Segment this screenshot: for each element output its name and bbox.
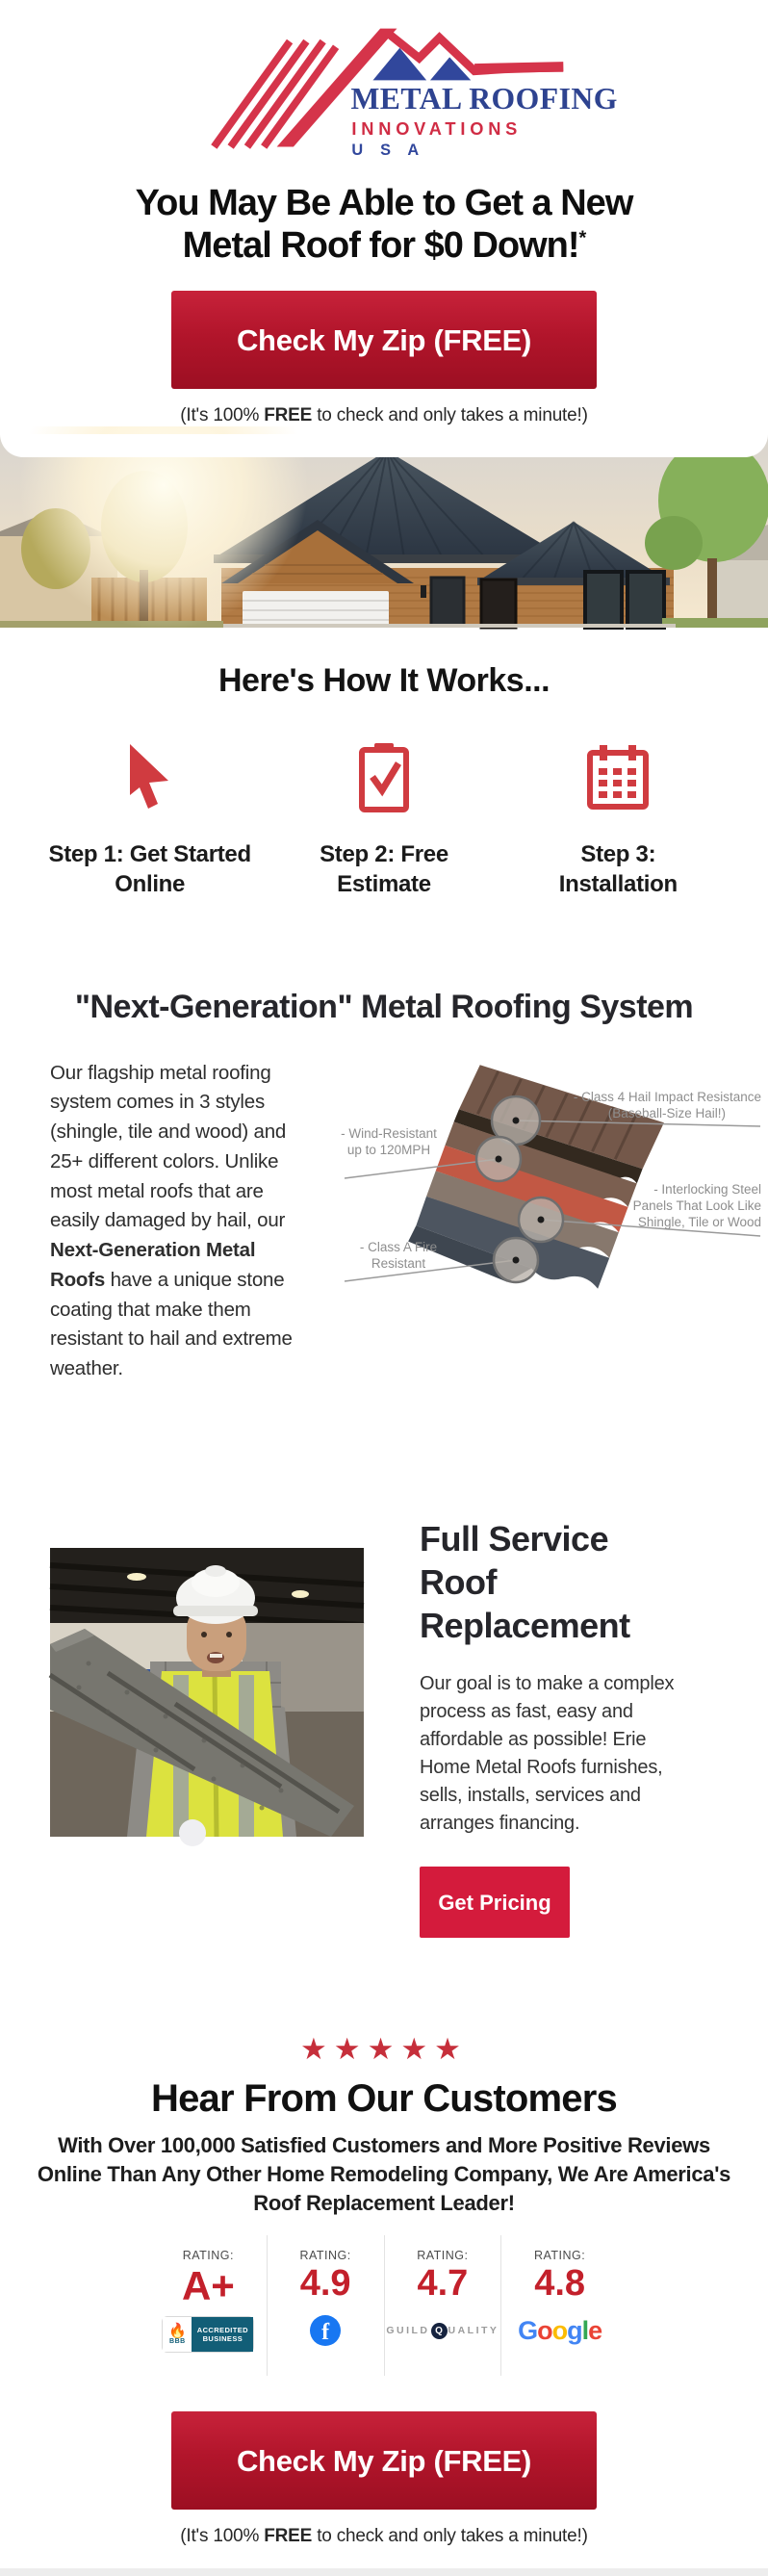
callout-fire-line2: Resistant — [371, 1255, 426, 1271]
headline-line1: You May Be Able to Get a New — [135, 183, 633, 223]
bbb-text: BBB — [169, 2338, 186, 2346]
hero-house-photo — [0, 435, 768, 628]
next-generation-section — [0, 989, 768, 1384]
footer-cta-section — [0, 2387, 768, 2547]
footer-subtext-pre: (It's 100% — [180, 2526, 265, 2547]
rating-label: RATING: — [533, 2249, 586, 2263]
facebook-rating-value: 4.9 — [299, 2263, 351, 2305]
google-letter: l — [581, 2315, 589, 2345]
steps-row — [33, 738, 735, 899]
google-letter: o — [551, 2315, 568, 2345]
step-3-line2: Installation — [558, 871, 678, 898]
customers-subtitle-line2: Online Than Any Other Home Remodeling Company, We Are America's — [37, 2161, 731, 2186]
paragraph-bold: Next-Generation Metal Roofs — [50, 1239, 256, 1291]
rounded-corner-cap — [0, 434, 768, 457]
ratings-row — [150, 2235, 618, 2376]
headline-asterisk: * — [578, 227, 586, 249]
cursor-icon — [33, 738, 267, 815]
step-1 — [33, 738, 267, 899]
rating-guildquality — [384, 2235, 501, 2376]
footer-cta-subtext — [0, 2526, 768, 2547]
cta-subtext-free: FREE — [264, 405, 313, 426]
full-service-paragraph: Our goal is to make a complex process as fast, easy and affordable as possible! Erie Home Metal Roofs furnishes, sells, installs, services and arranges financing. — [420, 1672, 675, 1834]
rating-bbb — [150, 2235, 267, 2376]
page-title — [0, 182, 768, 267]
next-generation-paragraph — [50, 1059, 306, 1384]
how-it-works-title: Here's How It Works... — [218, 662, 550, 700]
step-1-line2: Online — [115, 871, 186, 898]
facebook-f: f — [321, 2320, 330, 2346]
paragraph-post: have a unique stone coating that make them resistant to hail and extreme weather. — [50, 1268, 293, 1380]
full-service-title-line2: Replacement — [420, 1605, 630, 1645]
rating-label: RATING: — [299, 2249, 351, 2263]
clipboard-check-icon — [267, 738, 500, 815]
metal-roofing-innovations-logo — [190, 19, 618, 160]
bbb-torch-icon: 🔥 — [168, 2323, 187, 2340]
full-service-text-column — [420, 1517, 685, 1938]
check-my-zip-button[interactable]: Check My Zip (FREE) — [171, 291, 597, 389]
logo-text-innovations: INNOVATIONS — [351, 118, 523, 139]
rating-facebook — [267, 2235, 384, 2376]
bbb-accredited-text: ACCREDITED — [196, 2325, 248, 2334]
callout-fire-line1: - Class A Fire — [359, 1239, 438, 1254]
guild-text-post: UALITY — [448, 2325, 499, 2337]
check-my-zip-button-bottom[interactable]: Check My Zip (FREE) — [171, 2411, 597, 2510]
logo-text-metal-roofing: METAL ROOFING — [350, 82, 618, 116]
customers-subtitle-line1: With Over 100,000 Satisfied Customers and More Positive Reviews — [58, 2132, 710, 2157]
facebook-icon — [268, 2312, 384, 2349]
step-2 — [267, 738, 500, 899]
bbb-rating-value: A+ — [181, 2263, 235, 2309]
customers-section — [0, 2031, 768, 2376]
callout-panels-line3: Shingle, Tile or Wood — [637, 1214, 761, 1229]
guildquality-rating-value: 4.7 — [417, 2263, 469, 2305]
next-generation-title: "Next-Generation" Metal Roofing System — [74, 988, 694, 1025]
rating-label: RATING: — [417, 2249, 469, 2263]
guildquality-logo — [385, 2312, 501, 2349]
step-3-line1: Step 3: — [580, 841, 656, 868]
calendar-icon — [501, 738, 735, 815]
callout-panels-line1: - Interlocking Steel — [653, 1181, 761, 1197]
callout-wind-line2: up to 120MPH — [346, 1142, 431, 1157]
step-3-label — [501, 839, 735, 899]
footer-subtext-post: to check and only takes a minute!) — [312, 2526, 588, 2547]
callout-hail-line1: - Class 4 Hail Impact Resistance — [573, 1089, 761, 1104]
how-it-works-section — [0, 662, 768, 899]
google-logo — [501, 2312, 618, 2349]
step-2-line1: Step 2: Free — [320, 841, 448, 868]
five-star-icons: ★★★★★ — [300, 2031, 468, 2066]
cta-subtext-post: to check and only takes a minute!) — [312, 405, 588, 426]
rating-label: RATING: — [182, 2249, 235, 2263]
step-1-line1: Step 1: Get Started — [48, 841, 251, 868]
step-2-label — [267, 839, 500, 899]
step-2-line2: Estimate — [337, 871, 431, 898]
google-letter: o — [537, 2315, 552, 2345]
google-letter: G — [518, 2315, 538, 2345]
get-pricing-button[interactable]: Get Pricing — [420, 1867, 570, 1938]
full-service-section — [0, 1517, 768, 1938]
guildquality-q-icon: Q — [431, 2323, 448, 2339]
bottom-strip — [0, 2568, 768, 2576]
customers-subtitle-line3: Roof Replacement Leader! — [253, 2191, 515, 2216]
callout-wind-line1: - Wind-Resistant — [341, 1125, 437, 1141]
rating-google — [500, 2235, 618, 2376]
headline-line2: Metal Roof for $0 Down! — [182, 225, 579, 267]
step-1-label — [33, 839, 267, 899]
guild-text-pre: GUILD — [386, 2325, 430, 2337]
google-letter: e — [588, 2315, 602, 2345]
bbb-business-text: BUSINESS — [202, 2334, 243, 2344]
logo-text-usa: U S A — [351, 142, 425, 160]
callout-hail-line2: (Baseball-Size Hail!) — [607, 1105, 726, 1121]
footer-subtext-free: FREE — [264, 2526, 313, 2547]
paragraph-pre: Our flagship metal roofing system comes in 3 styles (shingle, tile and wood) and 25+ different colors. Unlike most metal roofs that are easily damaged by hail, our — [50, 1061, 287, 1232]
header-section — [0, 0, 768, 426]
house-photo-illustration — [0, 435, 768, 628]
full-service-title-line1: Full Service Roof — [420, 1518, 609, 1602]
google-rating-value: 4.8 — [534, 2263, 586, 2305]
next-generation-row — [0, 1059, 768, 1384]
cta-subtext — [0, 405, 768, 426]
step-3 — [501, 738, 735, 899]
full-service-title — [420, 1517, 685, 1647]
bbb-accredited-badge — [150, 2316, 267, 2353]
cta-subtext-pre: (It's 100% — [180, 405, 265, 426]
customers-title: Hear From Our Customers — [151, 2076, 617, 2120]
worker-photo — [50, 1548, 364, 1837]
customers-subtitle — [0, 2131, 768, 2218]
callout-panels-line2: Panels That Look Like — [632, 1198, 761, 1213]
roof-layers-diagram — [341, 1059, 764, 1301]
google-letter: g — [567, 2315, 582, 2345]
